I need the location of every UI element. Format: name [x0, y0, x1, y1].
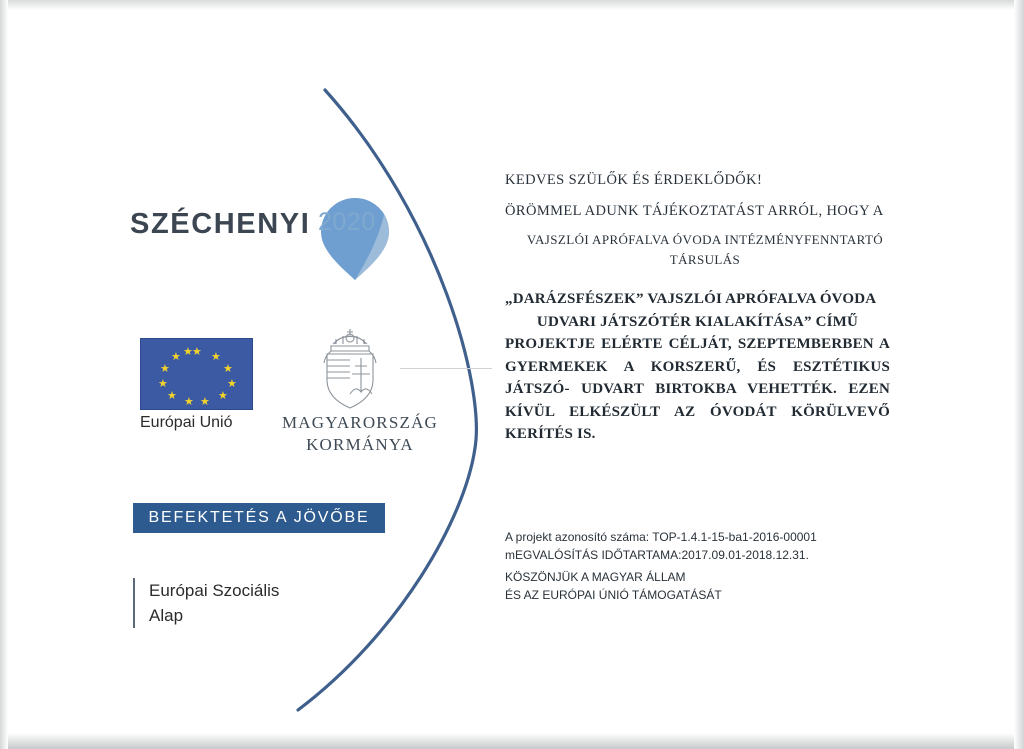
body-rest: PROJEKTJE ELÉRTE CÉLJÁT, SZEPTEMBERBEN A GYERMEKEK A KORSZERŰ, ÉS ESZTÉTIKUS JÁTSZÓ- UDVART BIRTOKBA VEHETTÉK. EZEN KÍVÜL ELKÉSZÜLT AZ ÓVODÁT KÖRÜLVEVŐ KERÍTÉS IS.	[505, 336, 890, 442]
project-identifier-block	[505, 528, 817, 564]
scan-edge-top	[0, 0, 1024, 10]
project-duration-line	[505, 546, 817, 564]
scan-edge-right	[1014, 0, 1024, 749]
project-id-label: A projekt azonosító száma:	[505, 530, 650, 544]
body-line-2: UDVARI JÁTSZÓTÉR KIALAKÍTÁSA” CÍMŰ	[536, 313, 859, 330]
szechenyi-2020-logo	[130, 200, 400, 290]
esf-line2: Alap	[149, 606, 184, 625]
scan-edge-left	[0, 0, 8, 749]
scan-artifact-line	[400, 368, 492, 369]
duration-value: 2017.09.01-2018.12.31.	[681, 548, 809, 562]
slogan-bar	[133, 503, 385, 533]
thanks-line-1: KÖSZÖNJÜK A MAGYAR ÁLLAM	[505, 570, 686, 584]
duration-label: mEGVALÓSÍTÁS IDŐTARTAMA:	[505, 548, 682, 562]
szechenyi-wordmark: SZÉCHENYI	[130, 208, 311, 240]
hungary-label-line1: MAGYARORSZÁG	[281, 413, 439, 432]
european-social-fund-label	[133, 578, 379, 628]
hungary-label-line2: KORMÁNYA	[306, 435, 414, 454]
esf-line1: Európai Szociális	[149, 581, 280, 600]
slogan-text: BEFEKTETÉS A JÖVŐBE	[148, 509, 370, 526]
hungary-coat-of-arms-icon	[305, 322, 395, 410]
project-id-line	[505, 528, 817, 546]
intro-text: ÖRÖMMEL ADUNK TÁJÉKOZTATÁST ARRÓL, HOGY A	[505, 203, 884, 219]
organization-name: VAJSZLÓI APRÓFALVA ÓVODA INTÉZMÉNYFENNTARTÓ TÁRSULÁS	[526, 232, 884, 267]
body-line-1: „DARÁZSFÉSZEK” VAJSZLÓI APRÓFALVA ÓVODA	[505, 291, 877, 307]
thanks-block	[505, 568, 722, 604]
szechenyi-year: 2020	[318, 208, 376, 236]
eu-flag-icon: ★ ★ ★ ★ ★ ★ ★ ★ ★ ★ ★ ★	[140, 338, 253, 410]
thanks-line-2: ÉS AZ EURÓPAI ÚNIÓ TÁMOGATÁSÁT	[505, 588, 722, 602]
greeting-text: KEDVES SZÜLŐK ÉS ÉRDEKLŐDŐK!	[505, 172, 763, 188]
eu-label: Európai Unió	[140, 414, 233, 431]
scan-edge-bottom	[0, 733, 1024, 749]
project-id-value: TOP-1.4.1-15-ba1-2016-00001	[652, 530, 817, 544]
hungary-label	[275, 412, 445, 456]
body-paragraph	[505, 288, 890, 446]
